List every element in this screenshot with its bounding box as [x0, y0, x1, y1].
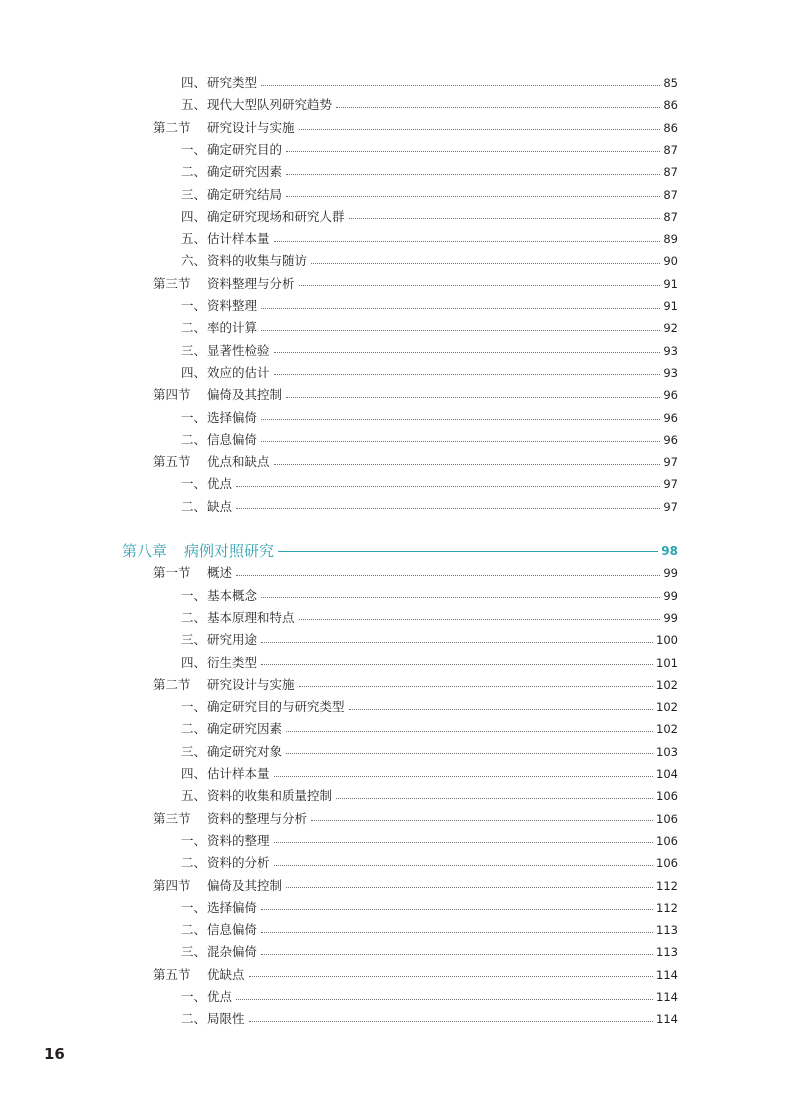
- toc-entry-number: 一、: [181, 899, 207, 915]
- toc-leader-line: [274, 842, 654, 843]
- toc-entry-number: 第二节: [153, 676, 191, 692]
- toc-entry-number: 五、: [181, 231, 207, 247]
- toc-page-number: 106: [656, 789, 678, 804]
- toc-item-row: [181, 585, 678, 607]
- toc-entry-title: 信息偏倚: [207, 922, 258, 938]
- toc-page-number: 93: [663, 365, 678, 380]
- toc-entry-number: 四、: [181, 75, 207, 90]
- toc-entry-label: [181, 250, 309, 272]
- toc-page-number: 103: [656, 744, 678, 759]
- toc-entry-title: 效应的估计: [207, 364, 270, 380]
- toc-entry-title: 资料的整理与分析: [207, 810, 308, 826]
- toc-entry-label: [181, 206, 347, 228]
- toc-entry-number: 五、: [181, 788, 207, 804]
- toc-entry-number: 二、: [181, 1011, 207, 1027]
- toc-entry-title: 确定研究目的: [207, 141, 283, 157]
- toc-entry-label: [153, 273, 297, 295]
- toc-leader-line: [286, 174, 660, 175]
- toc-entry-title: 病例对照研究: [184, 542, 275, 560]
- toc-item-row: [181, 696, 678, 718]
- toc-entry-label: [181, 362, 272, 384]
- toc-leader-line: [286, 731, 653, 732]
- toc-section-row: [153, 117, 678, 139]
- toc-item-row: [181, 407, 678, 429]
- toc-page-number: 87: [663, 142, 678, 157]
- toc-entry-label: [181, 340, 272, 362]
- toc-entry-title: 资料的整理: [207, 832, 270, 848]
- toc-entry-label: [153, 384, 284, 406]
- toc-entry-title: 基本原理和特点: [207, 609, 295, 625]
- toc-entry-label: [153, 875, 284, 897]
- toc-page-number: 101: [656, 655, 678, 670]
- toc-entry-title: 资料的分析: [207, 855, 270, 871]
- toc-item-row: [181, 317, 678, 339]
- toc-entry-title: 优点和缺点: [207, 454, 270, 470]
- toc-page-number: 86: [663, 120, 678, 135]
- toc-page-number: 87: [663, 187, 678, 202]
- toc-page-number: 106: [656, 856, 678, 871]
- toc-entry-label: [153, 451, 272, 473]
- toc-entry-label: [181, 473, 234, 495]
- toc-item-row: [181, 496, 678, 518]
- toc-page-number: 91: [663, 276, 678, 291]
- toc-leader-line: [299, 619, 661, 620]
- toc-leader-line: [274, 865, 654, 866]
- toc-entry-label: [181, 607, 297, 629]
- toc-entry-label: [181, 941, 259, 963]
- toc-item-row: [181, 652, 678, 674]
- toc-leader-line: [261, 330, 660, 331]
- toc-entry-number: 第三节: [153, 810, 191, 826]
- toc-section-row: [153, 674, 678, 696]
- toc-leader-line: [261, 642, 653, 643]
- toc-section-row: [153, 384, 678, 406]
- toc-item-row: [181, 919, 678, 941]
- toc-entry-title: 估计样本量: [207, 766, 270, 781]
- toc-page-number: 87: [663, 209, 678, 224]
- toc-entry-number: 一、: [181, 141, 207, 157]
- toc-entry-number: 四、: [181, 208, 207, 224]
- toc-leader-line: [286, 151, 660, 152]
- toc-item-row: [181, 295, 678, 317]
- toc-entry-title: 信息偏倚: [207, 431, 258, 447]
- toc-entry-number: 第八章: [122, 542, 168, 560]
- toc-leader-line: [236, 508, 660, 509]
- toc-entry-title: 确定研究对象: [207, 743, 283, 759]
- toc-leader-line: [274, 352, 661, 353]
- toc-entry-number: 二、: [181, 431, 207, 447]
- toc-page-number: 96: [663, 410, 678, 425]
- toc-entry-title: 显著性检验: [207, 342, 270, 358]
- toc-page-number: 102: [656, 677, 678, 692]
- toc-entry-number: 第一节: [153, 565, 191, 581]
- toc-leader-line: [236, 999, 653, 1000]
- toc-entry-label: [181, 295, 259, 317]
- toc-entry-label: [122, 540, 276, 562]
- toc-entry-title: 现代大型队列研究趋势: [207, 97, 333, 113]
- toc-entry-number: 二、: [181, 609, 207, 625]
- toc-page-number: 112: [656, 900, 678, 915]
- toc-item-row: [181, 429, 678, 451]
- toc-page-number: 104: [656, 767, 678, 781]
- toc-item-row: [181, 607, 678, 629]
- toc-leader-line: [261, 932, 653, 933]
- toc-entry-label: [181, 741, 284, 763]
- toc-item-row: [181, 718, 678, 740]
- toc-entry-number: 二、: [181, 498, 207, 514]
- toc-section-row: [153, 808, 678, 830]
- toc-entry-label: [181, 919, 259, 941]
- toc-page-number: 112: [656, 878, 678, 893]
- toc-leader-line: [249, 976, 654, 977]
- toc-entry-title: 确定研究现场和研究人群: [207, 208, 345, 224]
- toc-entry-number: 二、: [181, 320, 207, 336]
- toc-item-row: [181, 785, 678, 807]
- toc-entry-title: 优点: [207, 989, 233, 1004]
- toc-entry-number: 六、: [181, 253, 207, 269]
- toc-page-number: 99: [663, 610, 678, 625]
- toc-page-number: 87: [663, 165, 678, 180]
- toc-leader-line: [261, 85, 660, 86]
- toc-item-row: [181, 763, 678, 785]
- toc-leader-line: [261, 664, 653, 665]
- toc-entry-label: [181, 184, 284, 206]
- toc-entry-label: [181, 407, 259, 429]
- toc-leader-line: [286, 196, 660, 197]
- toc-entry-label: [181, 852, 272, 874]
- toc-item-row: [181, 986, 678, 1008]
- toc-entry-title: 缺点: [207, 498, 233, 514]
- toc-entry-number: 二、: [181, 721, 207, 737]
- toc-entry-title: 概述: [207, 565, 233, 581]
- toc-entry-label: [181, 496, 234, 518]
- toc-section-row: [153, 273, 678, 295]
- toc-page-number: 93: [663, 343, 678, 358]
- toc-entry-title: 资料的收集与随访: [207, 253, 308, 269]
- toc-leader-line: [299, 686, 654, 687]
- toc-entry-number: 四、: [181, 654, 207, 670]
- toc-page-number: 91: [663, 299, 678, 313]
- toc-leader-line: [299, 129, 661, 130]
- toc-page-number: 97: [663, 455, 678, 470]
- toc-entry-number: 三、: [181, 632, 207, 648]
- toc-leader-line: [249, 1021, 654, 1022]
- toc-entry-number: 一、: [181, 989, 207, 1004]
- toc-entry-label: [181, 785, 334, 807]
- toc-entry-label: [181, 763, 272, 785]
- toc-section-row: [153, 451, 678, 473]
- toc-entry-title: 资料整理与分析: [207, 275, 295, 291]
- toc-entry-title: 研究设计与实施: [207, 119, 295, 135]
- toc-leader-line: [274, 776, 654, 777]
- toc-leader-line: [349, 218, 661, 219]
- toc-leader-line: [261, 909, 653, 910]
- toc-entry-label: [181, 897, 259, 919]
- toc-entry-label: [181, 317, 259, 339]
- toc-entry-title: 研究类型: [207, 75, 258, 90]
- toc-entry-title: 资料整理: [207, 298, 258, 313]
- toc-entry-title: 基本概念: [207, 587, 258, 603]
- toc-entry-number: 一、: [181, 476, 207, 492]
- toc-leader-line: [261, 597, 660, 598]
- toc-entry-label: [181, 429, 259, 451]
- toc-leader-line: [336, 107, 660, 108]
- toc-page-number: 96: [663, 388, 678, 403]
- toc-entry-number: 一、: [181, 298, 207, 313]
- toc-page-number: 85: [663, 76, 678, 90]
- toc-entry-label: [181, 585, 259, 607]
- toc-leader-line: [261, 308, 660, 309]
- toc-entry-label: [153, 117, 297, 139]
- toc-chapter-row: [122, 540, 678, 562]
- toc-entry-number: 二、: [181, 855, 207, 871]
- toc-leader-line: [336, 798, 653, 799]
- toc-item-row: [181, 72, 678, 94]
- toc-entry-label: [181, 830, 272, 852]
- toc-entry-number: 一、: [181, 587, 207, 603]
- toc-page-number: 113: [656, 923, 678, 938]
- toc-entry-title: 研究设计与实施: [207, 676, 295, 692]
- toc-entry-number: 四、: [181, 364, 207, 380]
- toc-entry-title: 选择偏倚: [207, 409, 258, 425]
- toc-entry-title: 确定研究结局: [207, 186, 283, 202]
- toc-entry-label: [181, 228, 272, 250]
- toc-item-row: [181, 250, 678, 272]
- toc-entry-number: 五、: [181, 97, 207, 113]
- toc-leader-line: [278, 551, 658, 552]
- toc-entry-number: 第四节: [153, 877, 191, 893]
- toc-item-row: [181, 629, 678, 651]
- toc-entry-title: 估计样本量: [207, 231, 270, 247]
- toc-entry-title: 确定研究因素: [207, 164, 283, 180]
- toc-entry-title: 率的计算: [207, 320, 258, 336]
- toc-entry-number: 三、: [181, 186, 207, 202]
- toc-entry-number: 第二节: [153, 119, 191, 135]
- toc-item-row: [181, 161, 678, 183]
- toc-entry-number: 第四节: [153, 387, 191, 403]
- toc-item-row: [181, 852, 678, 874]
- toc-entry-label: [153, 808, 309, 830]
- toc-entry-title: 优缺点: [207, 966, 245, 982]
- toc-entry-number: 第五节: [153, 966, 191, 982]
- toc-page-number: 98: [661, 544, 678, 558]
- toc-page-number: 106: [656, 811, 678, 826]
- toc-entry-title: 确定研究因素: [207, 721, 283, 737]
- toc-page-number: 97: [663, 477, 678, 492]
- toc-page-number: 100: [656, 633, 678, 648]
- toc-entry-number: 三、: [181, 342, 207, 358]
- toc-page-number: 114: [656, 990, 678, 1004]
- page-number: 16: [44, 1045, 65, 1063]
- toc-entry-label: [181, 629, 259, 651]
- toc-leader-line: [286, 753, 653, 754]
- toc-section-row: [153, 875, 678, 897]
- toc-entry-title: 局限性: [207, 1011, 245, 1027]
- toc-leader-line: [311, 263, 660, 264]
- toc-entry-label: [181, 718, 284, 740]
- toc-entry-number: 一、: [181, 409, 207, 425]
- toc-entry-number: 一、: [181, 832, 207, 848]
- toc-entry-title: 偏倚及其控制: [207, 877, 283, 893]
- toc-page-number: 86: [663, 98, 678, 113]
- toc-page-number: 102: [656, 722, 678, 737]
- toc-entry-label: [181, 652, 259, 674]
- toc-entry-label: [181, 986, 234, 1008]
- toc-page-number: 99: [663, 566, 678, 581]
- toc-leader-line: [274, 241, 661, 242]
- toc-entry-label: [181, 139, 284, 161]
- toc-entry-number: 二、: [181, 922, 207, 938]
- toc-page-number: 102: [656, 700, 678, 715]
- toc-entry-label: [181, 161, 284, 183]
- toc-leader-line: [286, 887, 653, 888]
- toc-leader-line: [311, 820, 653, 821]
- toc-item-row: [181, 1008, 678, 1030]
- toc-entry-title: 选择偏倚: [207, 899, 258, 915]
- toc-item-row: [181, 340, 678, 362]
- toc-section-row: [153, 964, 678, 986]
- toc-entry-label: [181, 1008, 247, 1030]
- toc-item-row: [181, 206, 678, 228]
- toc-page-number: 99: [663, 588, 678, 603]
- toc-item-row: [181, 941, 678, 963]
- toc-page-number: 113: [656, 945, 678, 960]
- toc-entry-title: 资料的收集和质量控制: [207, 788, 333, 804]
- toc-item-row: [181, 741, 678, 763]
- toc-page-number: 96: [663, 432, 678, 447]
- toc-leader-line: [236, 575, 660, 576]
- toc-item-row: [181, 184, 678, 206]
- toc-entry-number: 三、: [181, 743, 207, 759]
- toc-entry-title: 确定研究目的与研究类型: [207, 699, 345, 715]
- toc-entry-title: 混杂偏倚: [207, 944, 258, 960]
- toc-entry-label: [181, 72, 259, 94]
- toc-entry-number: 一、: [181, 699, 207, 715]
- toc-page-number: 106: [656, 833, 678, 848]
- toc-item-row: [181, 228, 678, 250]
- toc-section-row: [153, 562, 678, 584]
- toc-item-row: [181, 830, 678, 852]
- toc-entry-label: [153, 562, 234, 584]
- toc-page-number: 89: [663, 232, 678, 247]
- toc-page-number: 97: [663, 499, 678, 514]
- toc-leader-line: [236, 486, 660, 487]
- toc-leader-line: [274, 464, 661, 465]
- toc-page-number: 92: [663, 321, 678, 336]
- toc-item-row: [181, 897, 678, 919]
- toc-entry-title: 偏倚及其控制: [207, 387, 283, 403]
- toc-entry-number: 三、: [181, 944, 207, 960]
- toc-entry-title: 优点: [207, 476, 233, 492]
- toc-item-row: [181, 362, 678, 384]
- toc-entry-number: 四、: [181, 766, 207, 781]
- toc-leader-line: [274, 374, 661, 375]
- toc-item-row: [181, 473, 678, 495]
- toc-entry-label: [153, 964, 247, 986]
- toc-leader-line: [349, 709, 654, 710]
- toc-page-number: 90: [663, 254, 678, 269]
- toc-entry-number: 第五节: [153, 454, 191, 470]
- toc-item-row: [181, 94, 678, 116]
- toc-leader-line: [261, 954, 653, 955]
- toc-entry-number: 二、: [181, 164, 207, 180]
- toc-leader-line: [299, 285, 661, 286]
- toc-leader-line: [261, 441, 660, 442]
- toc-leader-line: [261, 419, 660, 420]
- toc-entry-title: 衍生类型: [207, 654, 258, 670]
- toc-entry-title: 研究用途: [207, 632, 258, 648]
- toc-page-number: 114: [656, 967, 678, 982]
- toc-leader-line: [286, 397, 660, 398]
- toc-entry-number: 第三节: [153, 275, 191, 291]
- toc-entry-label: [181, 696, 347, 718]
- toc-page-number: 114: [656, 1012, 678, 1027]
- toc-entry-label: [153, 674, 297, 696]
- toc-item-row: [181, 139, 678, 161]
- toc-entry-label: [181, 94, 334, 116]
